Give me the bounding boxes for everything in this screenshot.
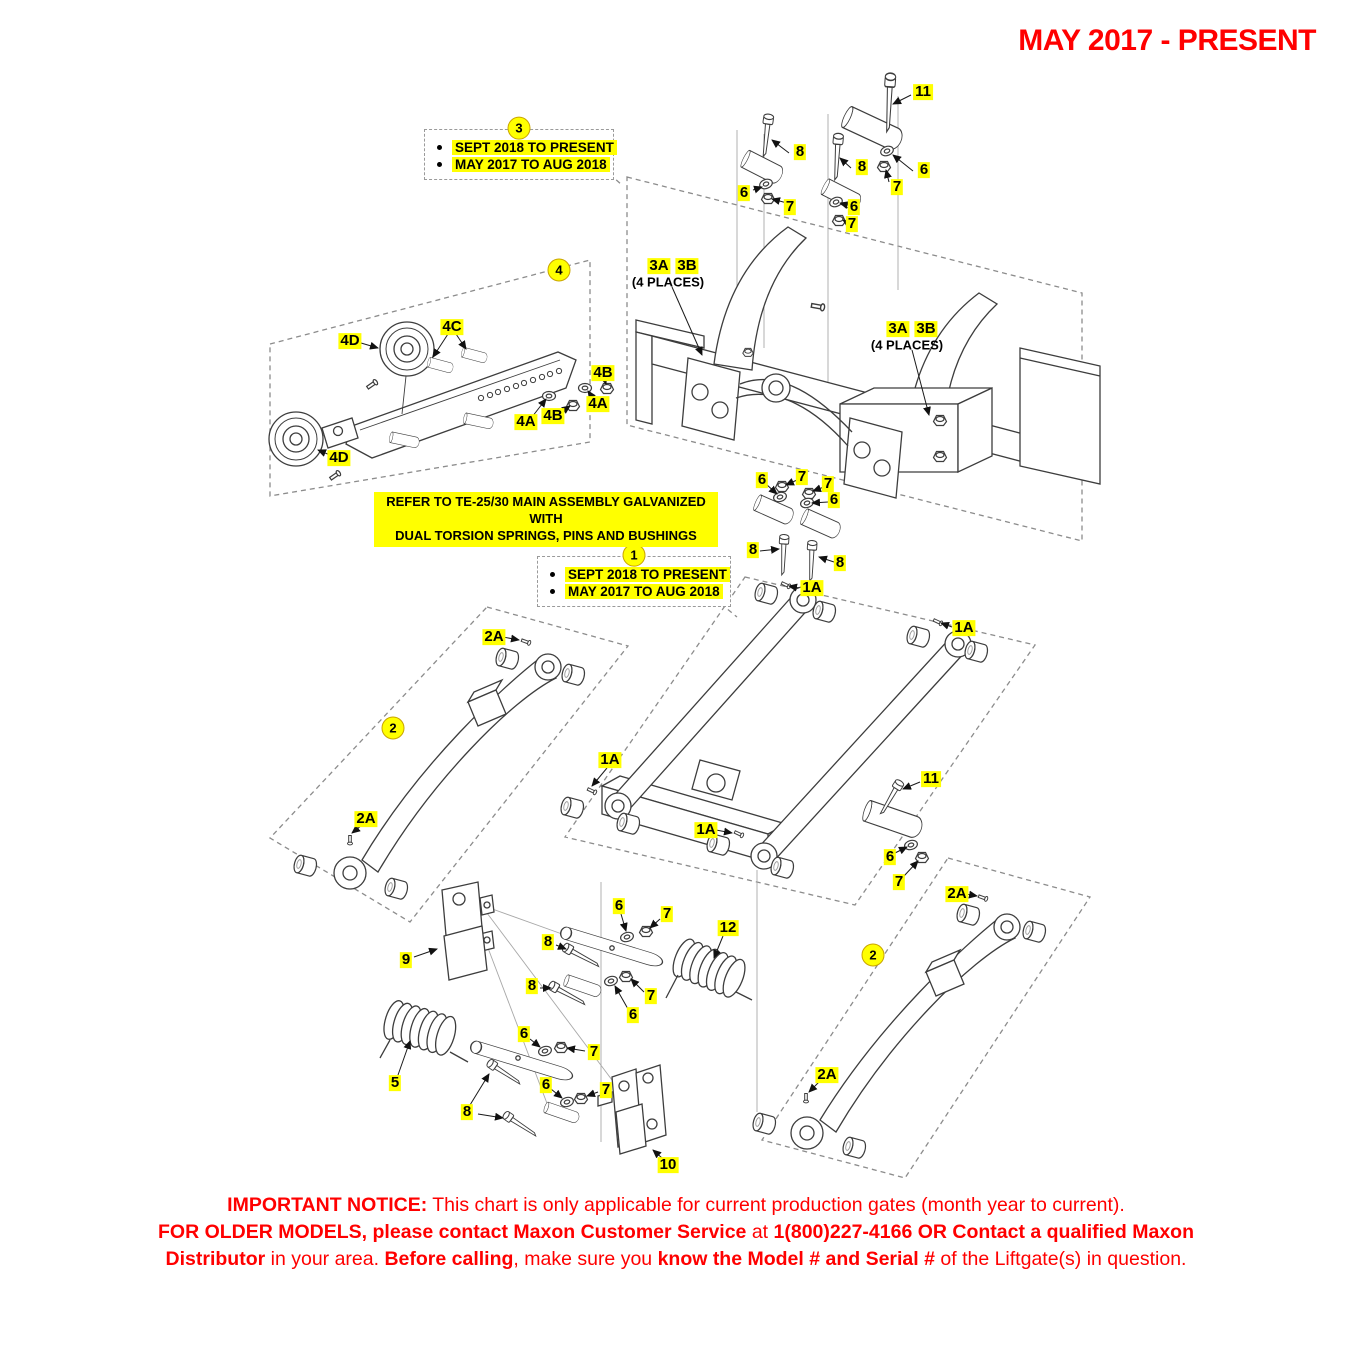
part-label-7: 7 — [892, 178, 902, 196]
page-title: MAY 2017 - PRESENT — [1018, 24, 1316, 57]
region-2-left-assembly — [292, 638, 586, 900]
notice-line-2 — [0, 1219, 1352, 1246]
part-label-7: 7 — [894, 873, 904, 891]
notice-text: in your area. — [265, 1248, 385, 1270]
part-label-11: 11 — [923, 770, 939, 788]
part-label-3B: 3B — [916, 320, 936, 338]
part-label-6: 6 — [919, 161, 929, 179]
callout-row — [433, 140, 614, 155]
part-label-3A: 3A — [888, 320, 908, 338]
part-label-4B: 4B — [543, 407, 563, 425]
part-label-12: 12 — [719, 919, 737, 937]
part-label-4A: 4A — [516, 413, 536, 431]
part-label-7: 7 — [589, 1043, 599, 1061]
notice-bold: know the Model # and Serial # — [657, 1248, 935, 1270]
date-range-label: MAY 2017 TO AUG 2018 — [452, 157, 610, 172]
notice-bold: IMPORTANT NOTICE: — [227, 1194, 428, 1216]
notice-text: , make sure you — [513, 1248, 658, 1270]
region-3-hardware-top — [739, 73, 905, 226]
part-label-7: 7 — [662, 905, 672, 923]
part-label-2A: 2A — [356, 810, 376, 828]
notice-text: at — [746, 1221, 774, 1243]
part-label-7: 7 — [601, 1081, 611, 1099]
part-label-6: 6 — [849, 198, 859, 216]
part-label-6: 6 — [628, 1006, 638, 1024]
region-circle-3: 3 — [508, 117, 531, 140]
region-4-assembly — [269, 322, 614, 481]
region-3-assembly — [636, 227, 1100, 498]
refer-note-line2: DUAL TORSION SPRINGS, PINS AND BUSHINGS — [395, 527, 697, 543]
part-label-4places: (4 PLACES) — [870, 337, 944, 353]
part-label-6: 6 — [739, 184, 749, 202]
part-label-8: 8 — [527, 977, 537, 995]
region-circle-1: 1 — [623, 544, 646, 567]
important-notice — [0, 1192, 1352, 1273]
part-label-6: 6 — [757, 471, 767, 489]
part-label-2A: 2A — [484, 628, 504, 646]
notice-text: of the Liftgate(s) in question. — [934, 1248, 1187, 1270]
notice-line-1 — [0, 1192, 1352, 1219]
part-label-8: 8 — [462, 1103, 472, 1121]
callout-row — [546, 567, 727, 582]
part-label-8: 8 — [795, 143, 805, 161]
part-label-7: 7 — [646, 987, 656, 1005]
part-label-1A: 1A — [802, 579, 822, 597]
bullet-dot — [437, 145, 442, 150]
part-label-7: 7 — [847, 215, 857, 233]
part-label-9: 9 — [401, 951, 411, 969]
notice-bold: Before calling — [384, 1248, 514, 1270]
part-label-1A: 1A — [954, 619, 974, 637]
notice-bold: FOR OLDER MODELS, please contact Maxon Customer Service — [158, 1221, 747, 1243]
date-range-label: SEPT 2018 TO PRESENT — [452, 140, 617, 155]
part-label-5: 5 — [390, 1074, 400, 1092]
part-label-1A: 1A — [696, 821, 716, 839]
part-label-7: 7 — [785, 198, 795, 216]
region-1-assembly — [559, 581, 989, 880]
region-circle-4: 4 — [548, 259, 571, 282]
part-label-4places: (4 PLACES) — [631, 274, 705, 290]
callout-row — [433, 157, 605, 172]
part-label-3B: 3B — [677, 257, 697, 275]
part-label-8: 8 — [835, 554, 845, 572]
part-label-4A: 4A — [588, 395, 608, 413]
notice-text: This chart is only applicable for current production gates (month year to current). — [427, 1194, 1125, 1216]
callout-box-1 — [537, 547, 731, 607]
part-label-4B: 4B — [593, 364, 613, 382]
part-label-6: 6 — [614, 897, 624, 915]
part-label-6: 6 — [829, 491, 839, 509]
refer-note — [374, 492, 718, 547]
notice-line-3 — [0, 1246, 1352, 1273]
part-label-2A: 2A — [947, 885, 967, 903]
part-label-8: 8 — [857, 158, 867, 176]
part-label-11: 11 — [915, 83, 931, 101]
part-label-2A: 2A — [817, 1066, 837, 1084]
callout-row — [546, 584, 722, 599]
part-label-10: 10 — [659, 1156, 677, 1174]
region-circle-2-left: 2 — [382, 717, 405, 740]
part-label-4D: 4D — [329, 449, 349, 467]
part-label-6: 6 — [519, 1025, 529, 1043]
part-label-1A: 1A — [600, 751, 620, 769]
part-label-4D: 4D — [340, 332, 360, 350]
bullet-dot — [437, 162, 442, 167]
region-circle-2-right: 2 — [862, 944, 885, 967]
part-label-3A: 3A — [649, 257, 669, 275]
part-label-6: 6 — [885, 848, 895, 866]
construction-lines — [484, 96, 898, 1142]
date-range-label: MAY 2017 TO AUG 2018 — [565, 584, 723, 599]
part-label-6: 6 — [541, 1076, 551, 1094]
part-label-7: 7 — [797, 468, 807, 486]
callout-box-3 — [424, 120, 614, 180]
bullet-dot — [550, 572, 555, 577]
date-range-label: SEPT 2018 TO PRESENT — [565, 567, 730, 582]
part-label-8: 8 — [543, 933, 553, 951]
part-label-4C: 4C — [442, 318, 462, 336]
refer-note-line1: REFER TO TE-25/30 MAIN ASSEMBLY GALVANIZED WITH — [386, 494, 706, 526]
region-2-right-assembly — [751, 894, 1047, 1159]
bullet-dot — [550, 589, 555, 594]
part-label-8: 8 — [748, 541, 758, 559]
notice-bold: 1(800)227-4166 OR Contact a qualified Maxon — [773, 1221, 1194, 1243]
notice-bold: Distributor — [165, 1248, 266, 1270]
part-label-7: 7 — [823, 475, 833, 493]
